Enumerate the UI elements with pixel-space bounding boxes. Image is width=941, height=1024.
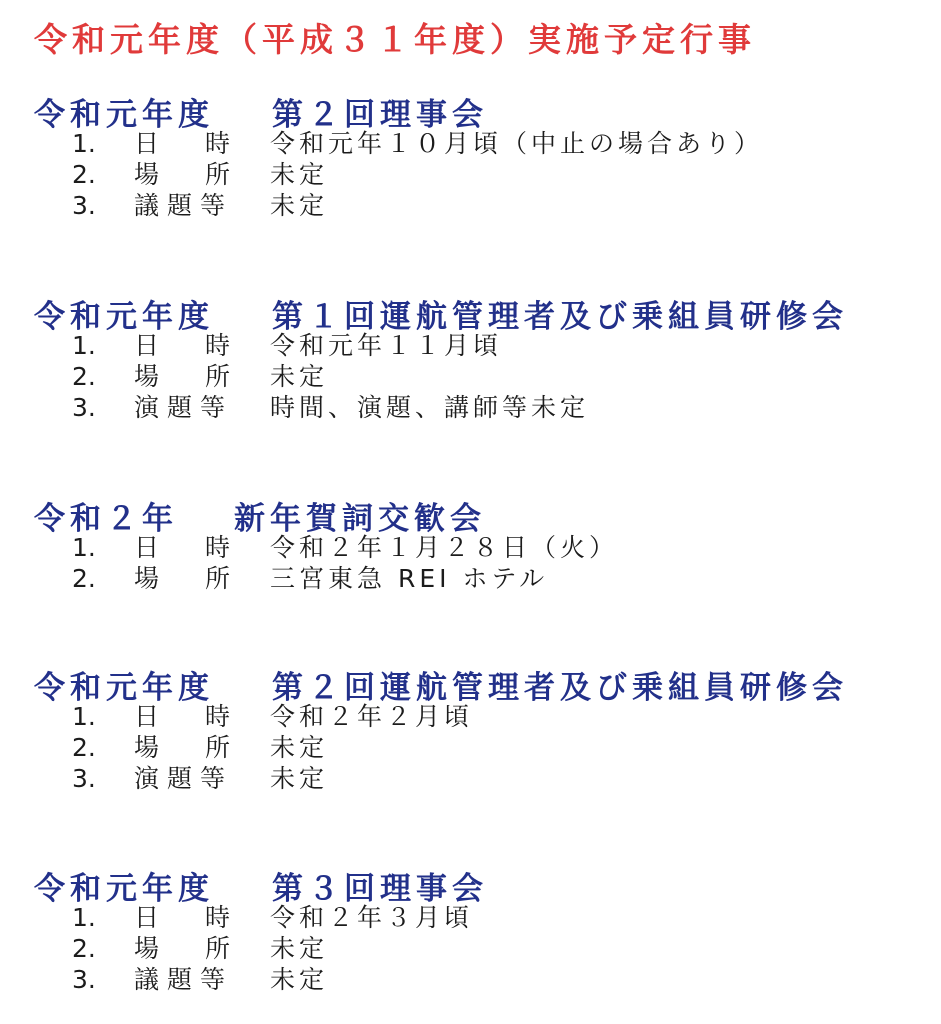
item-value: 三宮東急 REI ホテル [270,564,549,593]
item-number: 3. [72,393,96,422]
item-label [134,330,230,361]
item-label-part: 場 [134,362,160,391]
item-label-part: 所 [204,362,230,391]
item-label-part: 時 [204,129,230,158]
detail-rows [0,701,941,794]
item-label [134,563,230,594]
detail-rows [0,330,941,423]
item-label [134,933,230,964]
item-value: 令和２年１月２８日（火） [270,533,619,562]
item-label-part: 場 [134,564,160,593]
detail-row [0,128,941,159]
item-number: 1. [72,331,96,360]
detail-row [0,964,941,995]
item-label-part: 議題等 [134,965,234,994]
section-year: 令和元年度 [34,299,214,335]
item-number: 1. [72,903,96,932]
item-label [134,902,230,933]
item-label [134,159,230,190]
detail-row [0,701,941,732]
section-event-name: 第１回運航管理者及び乗組員研修会 [272,299,848,335]
item-label [134,532,230,563]
detail-row [0,563,941,594]
item-label-part: 日 [134,331,160,360]
detail-row [0,361,941,392]
item-value: 時間、演題、講師等未定 [270,393,590,422]
item-label-part: 場 [134,733,160,762]
item-label [134,190,234,221]
item-value: 未定 [270,764,329,793]
item-label-part: 時 [204,903,230,932]
item-label-part: 所 [204,564,230,593]
item-value: 未定 [270,965,329,994]
item-value: 未定 [270,362,329,391]
item-number: 2. [72,733,96,762]
item-label [134,701,230,732]
item-label-part: 日 [134,533,160,562]
item-number: 2. [72,934,96,963]
detail-row [0,933,941,964]
item-value: 令和２年３月頃 [270,903,474,932]
item-label-part: 所 [204,733,230,762]
section-year: 令和２年 [34,501,178,537]
item-number: 1. [72,129,96,158]
item-label [134,392,234,423]
item-label-part: 時 [204,331,230,360]
item-label-part: 日 [134,903,160,932]
section-event-name: 第２回運航管理者及び乗組員研修会 [272,670,848,706]
section-year: 令和元年度 [34,871,214,907]
item-number: 1. [72,533,96,562]
item-label-part: 所 [204,160,230,189]
detail-row [0,763,941,794]
item-label-part: 時 [204,702,230,731]
detail-rows [0,532,941,594]
detail-row [0,190,941,221]
item-label [134,361,230,392]
item-label-part: 演題等 [134,393,234,422]
item-value: 令和元年１１月頃 [270,331,503,360]
section-event-name: 第２回理事会 [272,97,488,133]
page-title: 令和元年度（平成３１年度）実施予定行事 [34,20,756,59]
item-number: 3. [72,965,96,994]
item-label-part: 場 [134,934,160,963]
detail-row [0,392,941,423]
item-value: 未定 [270,934,329,963]
detail-row [0,159,941,190]
item-value: 未定 [270,191,329,220]
item-label [134,128,230,159]
item-value: 令和元年１０月頃（中止の場合あり） [270,129,764,158]
detail-row [0,732,941,763]
item-value: 未定 [270,160,329,189]
item-value: 未定 [270,733,329,762]
item-label [134,763,234,794]
section-year: 令和元年度 [34,670,214,706]
item-number: 2. [72,564,96,593]
item-label-part: 議題等 [134,191,234,220]
detail-rows [0,128,941,221]
item-number: 2. [72,362,96,391]
item-label [134,732,230,763]
item-number: 3. [72,764,96,793]
item-label-part: 場 [134,160,160,189]
item-label-part: 演題等 [134,764,234,793]
detail-rows [0,902,941,995]
detail-row [0,532,941,563]
item-label-part: 日 [134,702,160,731]
item-value: 令和２年２月頃 [270,702,474,731]
section-year: 令和元年度 [34,97,214,133]
section-event-name: 第３回理事会 [272,871,488,907]
item-number: 2. [72,160,96,189]
section-event-name: 新年賀詞交歓会 [234,501,486,537]
item-label-part: 所 [204,934,230,963]
detail-row [0,330,941,361]
item-number: 3. [72,191,96,220]
item-label-part: 時 [204,533,230,562]
item-label [134,964,234,995]
detail-row [0,902,941,933]
item-number: 1. [72,702,96,731]
item-label-part: 日 [134,129,160,158]
